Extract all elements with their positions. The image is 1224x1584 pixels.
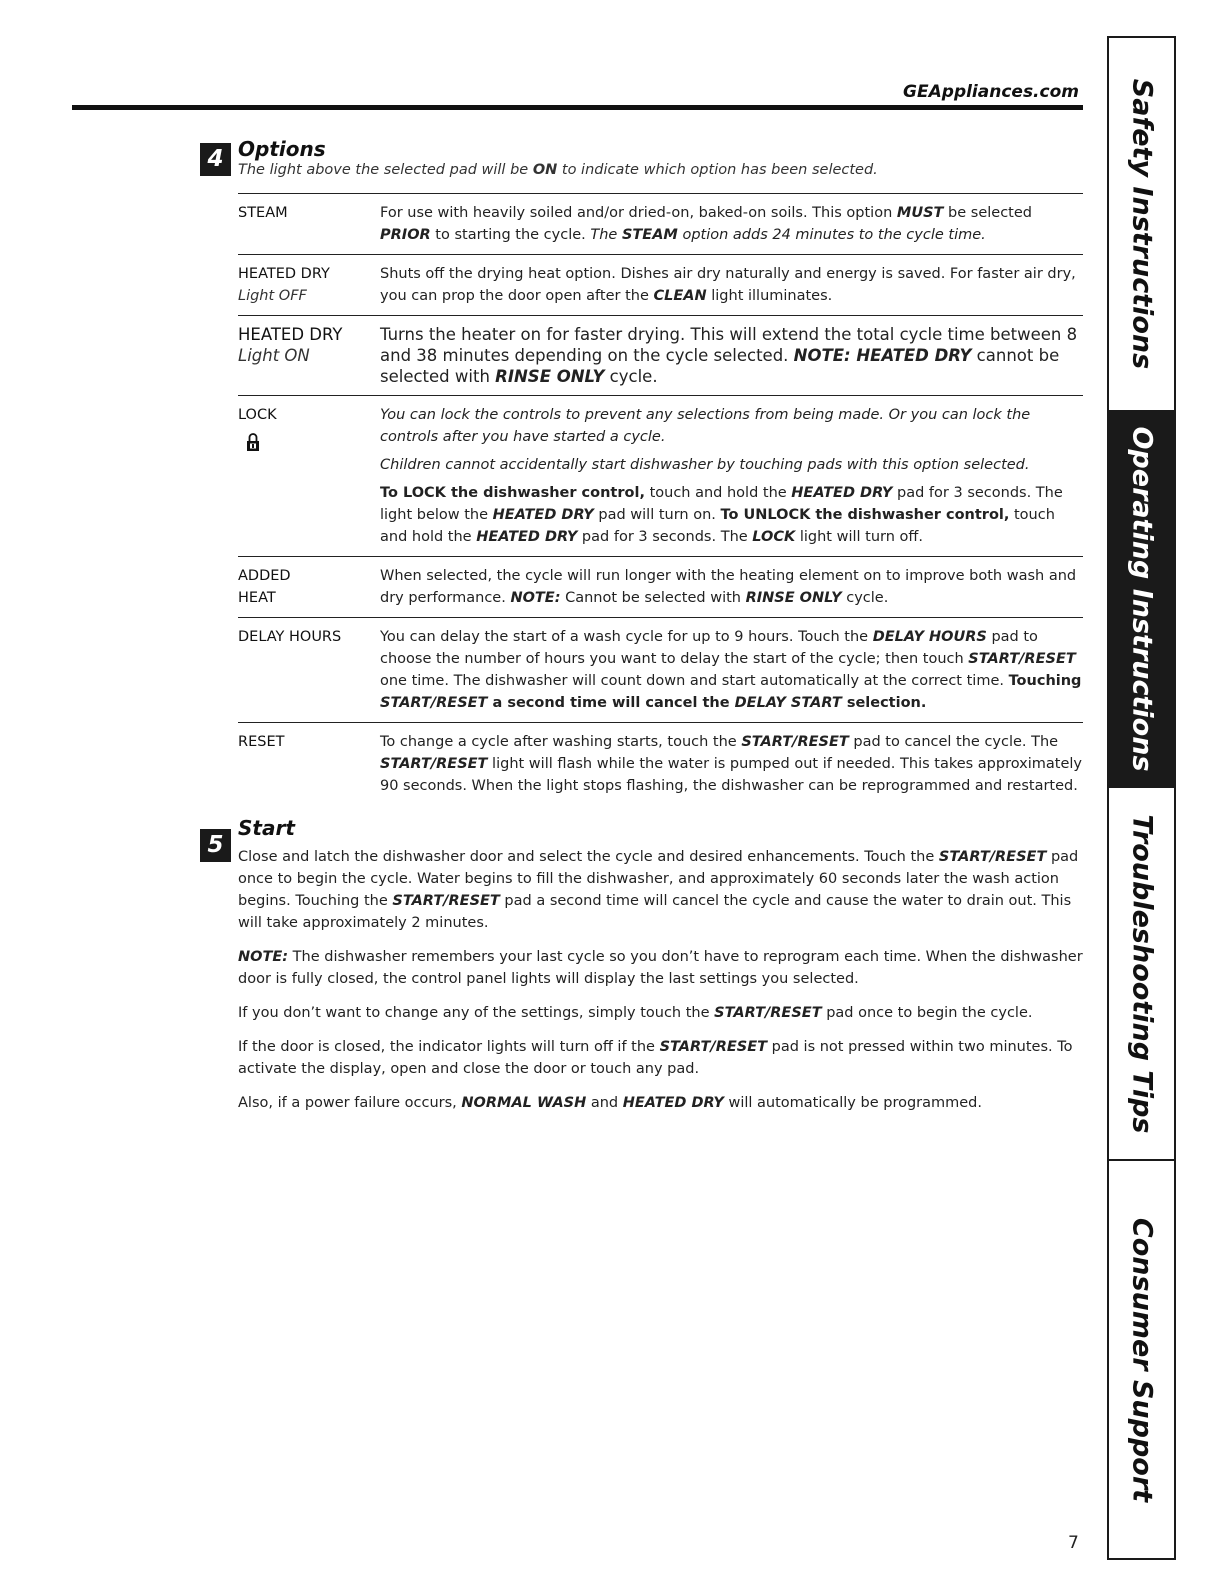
option-label: [238, 565, 380, 609]
description-paragraph: [380, 454, 1083, 476]
text-run: The light above the selected pad will be: [238, 162, 533, 178]
tab-safety-instructions[interactable]: [1109, 38, 1174, 412]
option-label-text: RESET: [238, 734, 285, 750]
text-run: to starting the cycle.: [430, 227, 591, 243]
text-run: HEATED DRY: [622, 1095, 724, 1111]
text-run: START/RESET: [380, 695, 488, 711]
description-paragraph: [380, 482, 1083, 548]
option-label-text: STEAM: [238, 205, 288, 221]
text-run: PRIOR: [380, 227, 431, 243]
option-label: [238, 263, 380, 307]
text-run: START/RESET: [968, 651, 1076, 667]
side-tabs: [1107, 36, 1176, 1560]
option-description: [380, 202, 1083, 246]
text-run: light illuminates.: [706, 288, 833, 304]
section-title-start: Start: [238, 816, 295, 840]
start-paragraph: [238, 1092, 1083, 1114]
text-run: Turns the heater on for faster drying. This will extend the total cycle time between 8 and 38 minutes depending on the cycle selected.: [380, 325, 1078, 365]
text-run: You can lock the controls to prevent any selections from being made. Or you can lock the controls after you have started a cycle.: [380, 407, 1031, 445]
text-run: light will turn off.: [795, 529, 923, 545]
option-row-delay-hours: [238, 618, 1083, 723]
text-run: To change a cycle after washing starts, touch the: [380, 734, 742, 750]
text-run: Children cannot accidentally start dishwasher by touching pads with this option selected.: [380, 457, 1030, 473]
start-paragraph: [238, 946, 1083, 990]
text-run: pad for 3 seconds. The light below the: [380, 485, 1063, 523]
text-run: START/RESET: [741, 734, 849, 750]
text-run: The: [590, 227, 622, 243]
text-run: If the door is closed, the indicator lights will turn off if the: [238, 1039, 660, 1055]
text-run: CLEAN: [653, 288, 707, 304]
option-row-lock: [238, 396, 1083, 557]
option-label: [238, 626, 380, 714]
option-row-heated-dry-light-off: [238, 255, 1083, 316]
tab-label: Consumer Support: [1126, 1217, 1157, 1502]
option-description: [380, 263, 1083, 307]
text-run: START/RESET: [659, 1039, 768, 1055]
option-sublabel: HEAT: [238, 590, 276, 606]
text-run: Also, if a power failure occurs,: [238, 1095, 462, 1111]
text-run: cycle.: [841, 590, 889, 606]
text-run: will automatically be programmed.: [723, 1095, 982, 1111]
option-row-reset: [238, 723, 1083, 805]
option-description: [380, 404, 1083, 548]
text-run: START/RESET: [938, 849, 1047, 865]
start-paragraph: [238, 1036, 1083, 1080]
option-row-added-heat: [238, 557, 1083, 618]
description-paragraph: [380, 565, 1083, 609]
text-run: LOCK: [752, 529, 796, 545]
text-run: touch and hold the: [644, 485, 792, 501]
text-run: START/RESET: [380, 756, 488, 772]
text-run: MUST: [896, 205, 944, 221]
text-run: pad to cancel the cycle. The: [848, 734, 1059, 750]
text-run: HEATED DRY: [476, 529, 578, 545]
text-run: to indicate which option has been selected.: [557, 162, 878, 178]
tab-label: Troubleshooting Tips: [1126, 813, 1157, 1134]
text-run: be selected: [943, 205, 1032, 221]
description-paragraph: [380, 202, 1083, 246]
text-run: DELAY START: [734, 695, 842, 711]
text-run: option adds 24 minutes to the cycle time.: [677, 227, 986, 243]
text-run: cannot be selected with: [380, 346, 1060, 386]
page-number: 7: [1068, 1533, 1079, 1553]
text-run: START/RESET: [392, 893, 500, 909]
description-paragraph: [380, 324, 1083, 387]
tab-consumer-support[interactable]: [1109, 1161, 1174, 1558]
option-label-text: DELAY HOURS: [238, 629, 342, 645]
section-number-options: 4: [200, 143, 231, 176]
text-run: Close and latch the dishwasher door and select the cycle and desired enhancements. Touch the: [238, 849, 939, 865]
text-run: a second time will cancel the: [487, 695, 735, 711]
option-label-text: HEATED DRY: [238, 266, 330, 282]
tab-label: Operating Instructions: [1126, 426, 1157, 772]
site-url: GEAppliances.com: [903, 82, 1079, 102]
text-run: ON: [532, 162, 558, 178]
text-run: When selected, the cycle will run longer with the heating element on to improve both wash and dry performance.: [380, 568, 1077, 606]
text-run: NOTE:: [510, 590, 561, 606]
option-row-steam: [238, 194, 1083, 255]
text-run: light will flash while the water is pumped out if needed. This takes approximately 90 seconds. When the light stops flashing, the dishwasher can be reprogrammed and restarted.: [380, 756, 1082, 794]
text-run: pad once to begin the cycle. Water begins to fill the dishwasher, and approximately 60 seconds later the wash action begins. Touching the: [238, 849, 1079, 909]
text-run: Touching: [1008, 673, 1082, 689]
lock-icon: [246, 432, 260, 452]
text-run: DELAY HOURS: [872, 629, 987, 645]
text-run: selection.: [841, 695, 927, 711]
option-label-text: ADDED: [238, 568, 291, 584]
options-table: [238, 193, 1083, 805]
text-run: RINSE ONLY: [745, 590, 842, 606]
description-paragraph: [380, 263, 1083, 307]
option-description: [380, 565, 1083, 609]
text-run: touch and hold the: [380, 507, 1055, 545]
option-description: [380, 626, 1083, 714]
text-run: and: [586, 1095, 623, 1111]
header-rule: [72, 105, 1083, 110]
text-run: Cannot be selected with: [560, 590, 746, 606]
text-run: If you don’t want to change any of the settings, simply touch the: [238, 1005, 715, 1021]
description-paragraph: [380, 731, 1083, 797]
start-paragraph: [238, 846, 1083, 934]
text-run: To UNLOCK the dishwasher control,: [720, 507, 1010, 523]
text-run: pad once to begin the cycle.: [821, 1005, 1033, 1021]
option-label: [238, 404, 380, 548]
text-run: STEAM: [621, 227, 678, 243]
tab-operating-instructions[interactable]: [1109, 412, 1174, 788]
text-run: cycle.: [604, 367, 658, 386]
text-run: pad will turn on.: [593, 507, 721, 523]
text-run: RINSE ONLY: [495, 367, 605, 386]
tab-label: Safety Instructions: [1126, 78, 1157, 370]
option-description: [380, 731, 1083, 797]
text-run: HEATED DRY: [492, 507, 594, 523]
start-paragraph: [238, 1002, 1083, 1024]
text-run: pad is not pressed within two minutes. To activate the display, open and close the door or touch any pad.: [238, 1039, 1073, 1077]
section-number-start: 5: [200, 829, 231, 862]
option-label: [238, 324, 380, 387]
text-run: The dishwasher remembers your last cycle so you don’t have to reprogram each time. When the dishwasher door is fully closed, the control panel lights will display the last settings you selected.: [238, 949, 1083, 987]
text-run: HEATED DRY: [791, 485, 893, 501]
text-run: START/RESET: [714, 1005, 822, 1021]
option-label-text: HEATED DRY: [238, 325, 343, 344]
option-sublabel: Light ON: [238, 346, 310, 365]
tab-troubleshooting-tips[interactable]: [1109, 788, 1174, 1161]
text-run: pad for 3 seconds. The: [577, 529, 753, 545]
options-intro: [238, 162, 878, 178]
text-run: For use with heavily soiled and/or dried-on, baked-on soils. This option: [380, 205, 897, 221]
option-label-text: LOCK: [238, 407, 277, 423]
option-row-heated-dry-light-on: [238, 316, 1083, 396]
text-run: NOTE:: [238, 949, 289, 965]
option-sublabel: Light OFF: [238, 288, 307, 304]
option-label: [238, 202, 380, 246]
text-run: one time. The dishwasher will count down and start automatically at the correct time.: [380, 673, 1009, 689]
text-run: To LOCK the dishwasher control,: [380, 485, 645, 501]
description-paragraph: [380, 626, 1083, 714]
text-run: You can delay the start of a wash cycle for up to 9 hours. Touch the: [380, 629, 873, 645]
description-paragraph: [380, 404, 1083, 448]
text-run: pad to choose the number of hours you want to delay the start of the cycle; then touch: [380, 629, 1038, 667]
text-run: NOTE: HEATED DRY: [793, 346, 972, 365]
option-description: [380, 324, 1083, 387]
text-run: pad a second time will cancel the cycle and cause the water to drain out. This will take approximately 2 minutes.: [238, 893, 1072, 931]
option-label: [238, 731, 380, 797]
text-run: NORMAL WASH: [461, 1095, 587, 1111]
section-title-options: Options: [238, 137, 326, 161]
start-body: [238, 846, 1083, 1126]
text-run: Shuts off the drying heat option. Dishes air dry naturally and energy is saved. For faster air dry, you can prop the door open after the: [380, 266, 1076, 304]
